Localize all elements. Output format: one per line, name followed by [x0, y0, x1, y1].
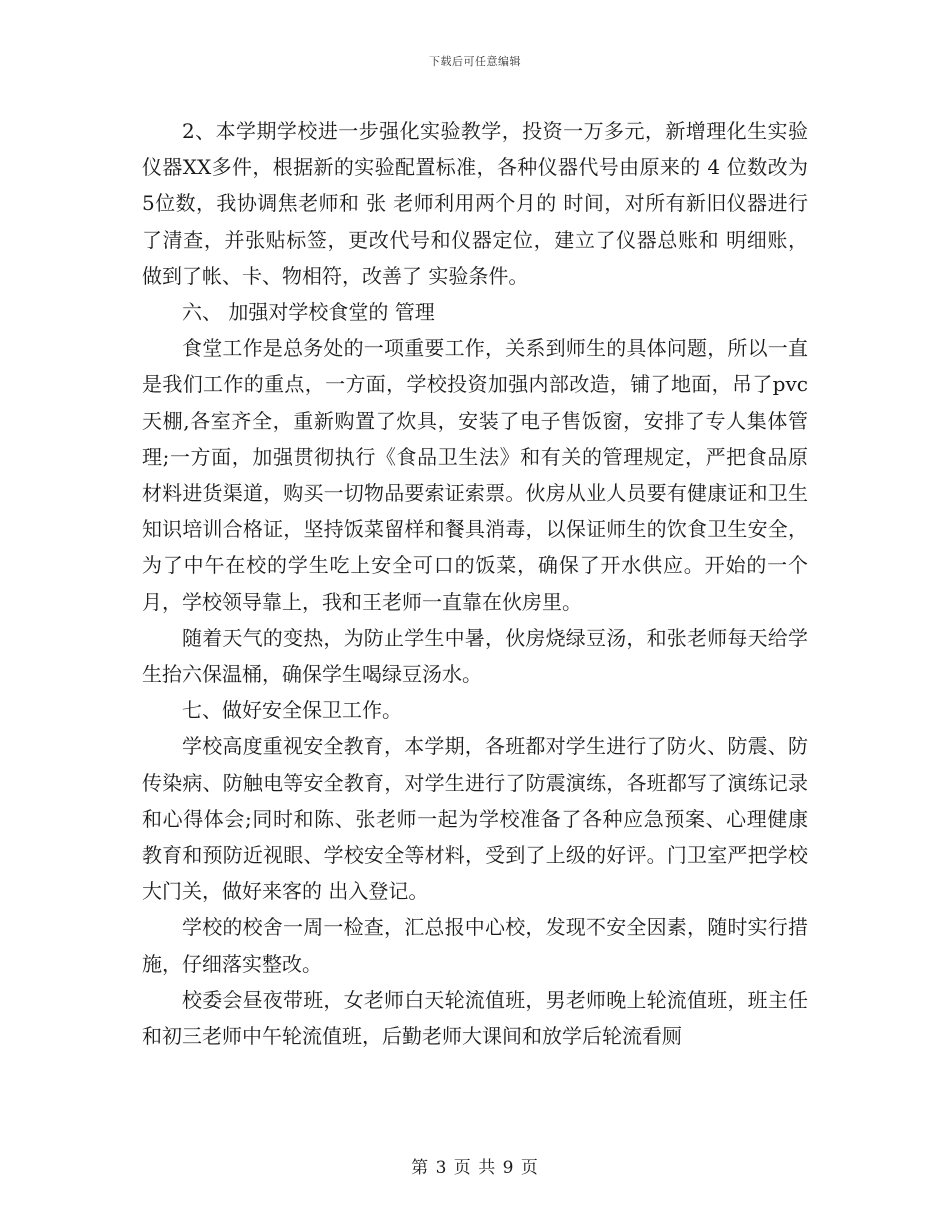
page-number-footer: 第 3 页 共 9 页	[411, 1158, 539, 1178]
paragraph-duty-rotation: 校委会昼夜带班，女老师白天轮流值班，男老师晚上轮流值班，班主任和初三老师中午轮流值班，后勤老师大课间和放学后轮流看厕	[142, 987, 808, 1049]
paragraph-building-inspection: 学校的校舍一周一检查，汇总报中心校，发现不安全因素，随时实行措施，仔细落实整改。	[142, 915, 808, 976]
paragraph-canteen-work: 食堂工作是总务处的一项重要工作，关系到师生的具体问题，所以一直是我们工作的重点，一方面，学校投资加强内部改造，铺了地面，吊了pvc天棚,各室齐全，重新购置了炊具，安装了电子售饭窗，安排了专人集体管理;一方面，加强贯彻执行《食品卫生法》和有关的管理规定，严把食品原材料进货渠道，购买一切物品要索证索票。伙房从业人员要有健康证和卫生知识培训合格证，坚持饭菜留样和餐具消毒，以保证师生的饮食卫生安全，为了中午在校的学生吃上安全可口的饭菜，确保了开水供应。开始的一个月，学校领导靠上，我和王老师一直靠在伙房里。	[142, 336, 808, 614]
page-header: 下载后可任意编辑	[429, 55, 521, 68]
paragraph-lab-equipment: 2、本学期学校进一步强化实验教学，投资一万多元，新增理化生实验仪器XX多件，根据新的实验配置标准，各种仪器代号由原来的 4 位数改为5位数，我协调焦老师和 张 老师利用两个月的 时间，对所有新旧仪器进行了清查，并张贴标签，更改代号和仪器定位，建立了仪器总账和 明细账，做到了帐、卡、物相符，改善了 实验条件。	[142, 119, 808, 288]
paragraph-mung-bean-soup: 随着天气的变热，为防止学生中暑，伙房烧绿豆汤，和张老师每天给学生抬六保温桶，确保学生喝绿豆汤水。	[142, 625, 808, 687]
section-heading-canteen: 六、 加强对学校食堂的 管理	[182, 300, 435, 325]
section-heading-safety: 七、做好安全保卫工作。	[182, 698, 402, 723]
document-body	[142, 113, 808, 1054]
paragraph-safety-education: 学校高度重视安全教育，本学期，各班都对学生进行了防火、防震、防传染病、防触电等安全教育，对学生进行了防震演练，各班都写了演练记录和心得体会;同时和陈、张老师一起为学校准备了各种应急预案、心理健康教育和预防近视眼、学校安全等材料，受到了上级的好评。门卫室严把学校大门关，做好来客的 出入登记。	[142, 734, 808, 904]
